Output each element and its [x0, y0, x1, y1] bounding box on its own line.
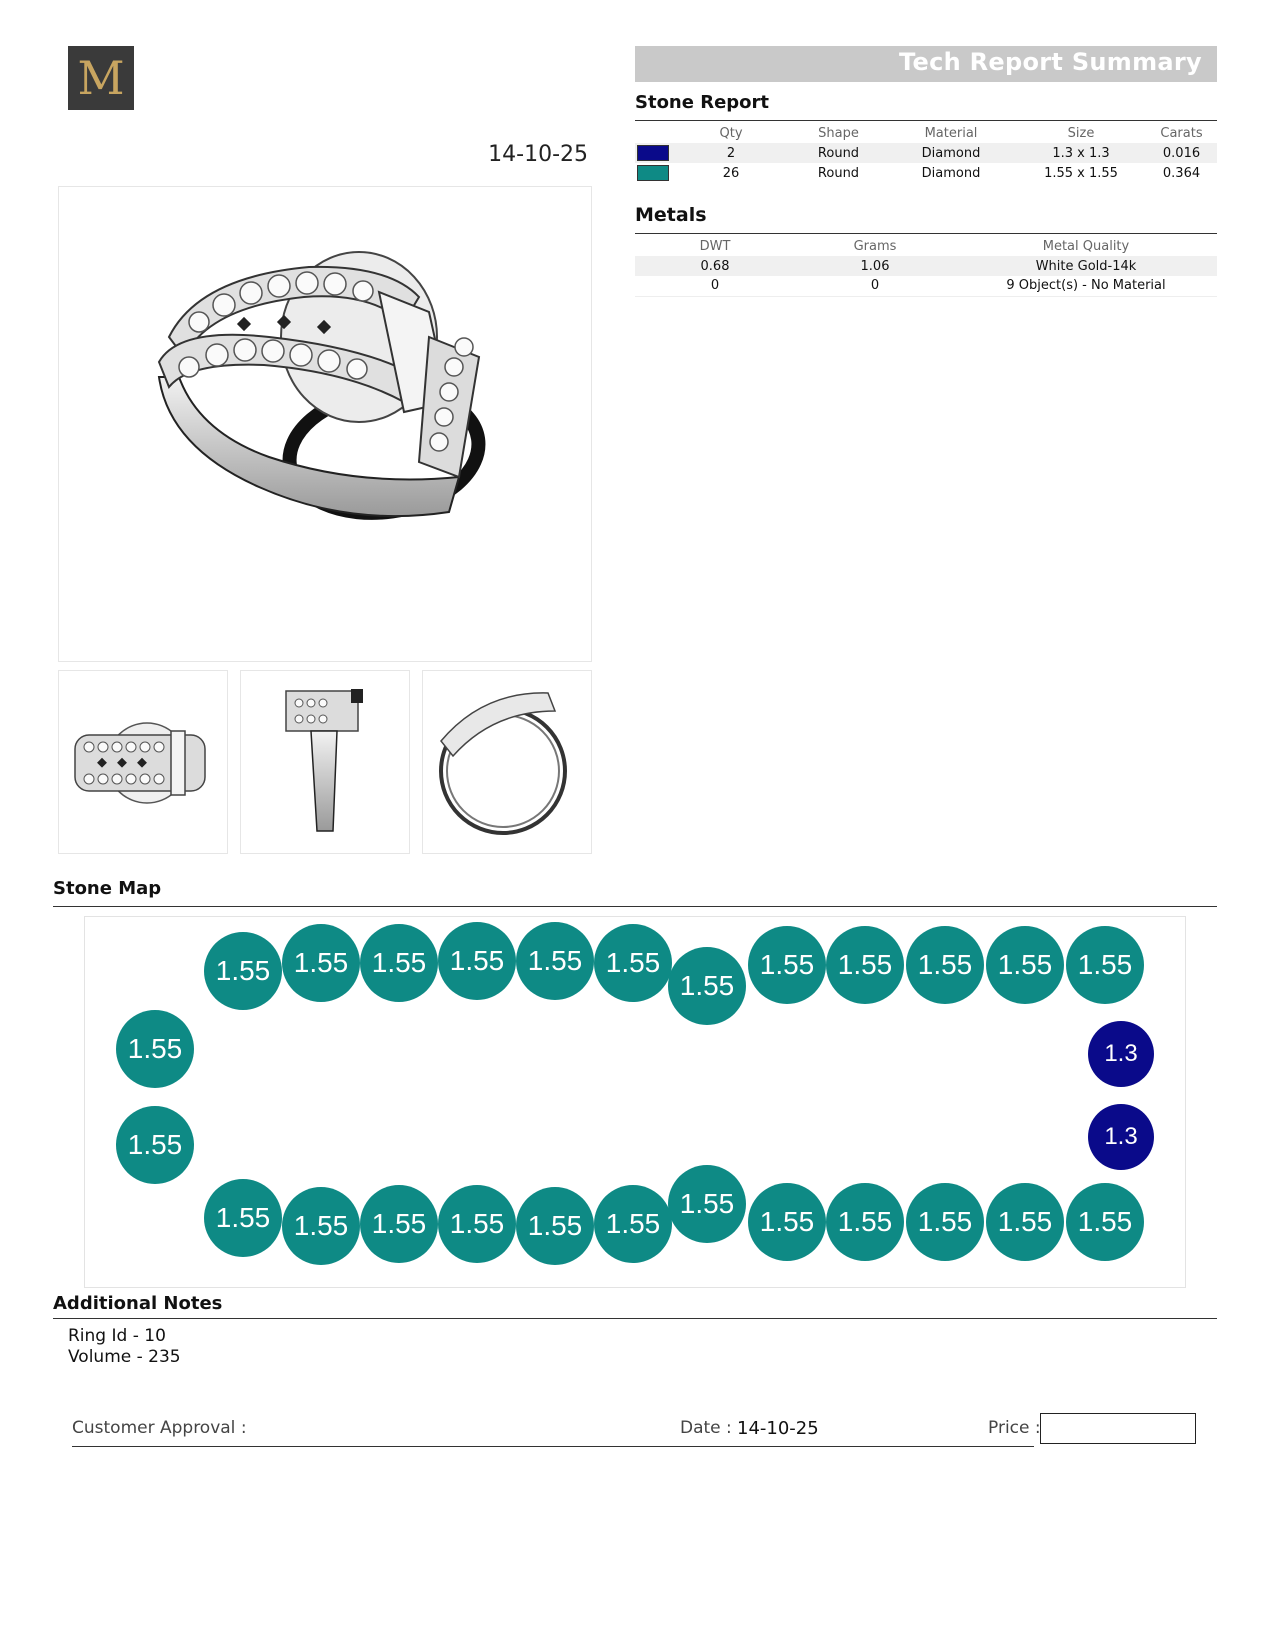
stone-bottom-9: 1.55	[826, 1183, 904, 1261]
metals-header-row	[635, 236, 1217, 256]
dwt-cell: 0	[710, 278, 720, 294]
size-cell: 1.55 x 1.55	[1044, 165, 1118, 181]
material-cell: Diamond	[886, 143, 1016, 163]
ring-top-view	[58, 670, 228, 854]
stone-bottom-12: 1.55	[1066, 1183, 1144, 1261]
stone-top-7: 1.55	[668, 947, 746, 1025]
price-label: Price :	[988, 1418, 1041, 1438]
dwt-cell: 0.68	[635, 256, 795, 276]
stone-top-11: 1.55	[986, 926, 1064, 1004]
stone-left-1: 1.55	[116, 1010, 194, 1088]
column-size: Size	[1067, 125, 1095, 141]
ring-side-illustration	[241, 671, 410, 854]
metals-rule	[635, 233, 1217, 234]
metals-table	[635, 236, 1217, 297]
ring-top-illustration	[59, 671, 228, 854]
size-cell: 1.3 x 1.3	[1016, 143, 1146, 163]
stone-bottom-8: 1.55	[748, 1183, 826, 1261]
color-swatch	[637, 165, 669, 181]
page-title: Tech Report Summary	[899, 48, 1202, 76]
note-ring-id: Ring Id - 10	[68, 1326, 166, 1346]
color-swatch-cell	[635, 143, 671, 163]
table-row	[635, 163, 1217, 183]
quality-cell: 9 Object(s) - No Material	[1006, 278, 1166, 294]
stone-top-8: 1.55	[748, 926, 826, 1004]
qty-cell: 2	[671, 143, 791, 163]
approval-date-value: 14-10-25	[737, 1418, 819, 1439]
column-material: Material	[924, 125, 978, 141]
grams-cell: 1.06	[795, 256, 955, 276]
stone-bottom-6: 1.55	[594, 1185, 672, 1263]
stone-top-6: 1.55	[594, 924, 672, 1002]
stone-right-1: 1.3	[1088, 1021, 1154, 1087]
column-shape: Shape	[818, 125, 859, 141]
ring-front-illustration	[423, 671, 592, 854]
stone-top-4: 1.55	[438, 922, 516, 1000]
stone-bottom-5: 1.55	[516, 1187, 594, 1265]
qty-cell: 26	[722, 165, 740, 181]
table-row	[635, 276, 1217, 296]
shape-cell: Round	[791, 143, 886, 163]
stone-left-2: 1.55	[116, 1106, 194, 1184]
customer-approval-label: Customer Approval :	[72, 1418, 247, 1438]
stone-map	[84, 916, 1186, 1288]
stone-map-heading: Stone Map	[53, 878, 162, 899]
company-logo	[68, 46, 134, 110]
table-row	[635, 256, 1217, 276]
stone-top-9: 1.55	[826, 926, 904, 1004]
column-carats: Carats	[1160, 125, 1203, 141]
stone-top-10: 1.55	[906, 926, 984, 1004]
stone-bottom-4: 1.55	[438, 1185, 516, 1263]
price-input-box[interactable]	[1040, 1413, 1196, 1444]
stone-map-rule	[53, 906, 1217, 907]
note-volume: Volume - 235	[68, 1347, 181, 1367]
carats-cell: 0.364	[1162, 165, 1201, 181]
swatch-column-header	[635, 123, 671, 143]
notes-rule	[53, 1318, 1217, 1319]
logo-letter: M	[77, 51, 125, 105]
date-label: Date :	[680, 1418, 732, 1438]
title-band	[635, 46, 1217, 82]
column-metal-quality: Metal Quality	[1042, 238, 1130, 254]
ring-front-view	[422, 670, 592, 854]
column-grams: Grams	[853, 238, 897, 254]
stone-top-3: 1.55	[360, 924, 438, 1002]
material-cell: Diamond	[921, 165, 981, 181]
stone-bottom-11: 1.55	[986, 1183, 1064, 1261]
color-swatch-cell	[635, 163, 671, 183]
stone-report-rule	[635, 120, 1217, 121]
quality-cell: White Gold-14k	[955, 256, 1217, 276]
metals-heading: Metals	[635, 204, 707, 226]
stone-bottom-10: 1.55	[906, 1183, 984, 1261]
stone-right-2: 1.3	[1088, 1104, 1154, 1170]
stone-bottom-2: 1.55	[282, 1187, 360, 1265]
stone-bottom-1: 1.55	[204, 1179, 282, 1257]
shape-cell: Round	[817, 165, 860, 181]
stone-top-5: 1.55	[516, 922, 594, 1000]
header-date: 14-10-25	[488, 142, 588, 167]
column-qty: Qty	[719, 125, 743, 141]
ring-main-render	[58, 186, 592, 662]
stone-report-header-row	[635, 123, 1217, 143]
grams-cell: 0	[870, 278, 880, 294]
stone-report-heading: Stone Report	[635, 92, 770, 113]
stone-top-12: 1.55	[1066, 926, 1144, 1004]
stone-top-2: 1.55	[282, 924, 360, 1002]
stone-bottom-3: 1.55	[360, 1185, 438, 1263]
stone-bottom-7: 1.55	[668, 1165, 746, 1243]
ring-side-view	[240, 670, 410, 854]
carats-cell: 0.016	[1146, 143, 1217, 163]
approval-signature-line[interactable]	[72, 1446, 1034, 1447]
ring-perspective-illustration	[59, 187, 592, 662]
stone-top-1: 1.55	[204, 932, 282, 1010]
color-swatch	[637, 145, 669, 161]
notes-heading: Additional Notes	[53, 1293, 223, 1314]
table-row	[635, 143, 1217, 163]
stone-report-table	[635, 123, 1217, 183]
column-dwt: DWT	[699, 238, 731, 254]
